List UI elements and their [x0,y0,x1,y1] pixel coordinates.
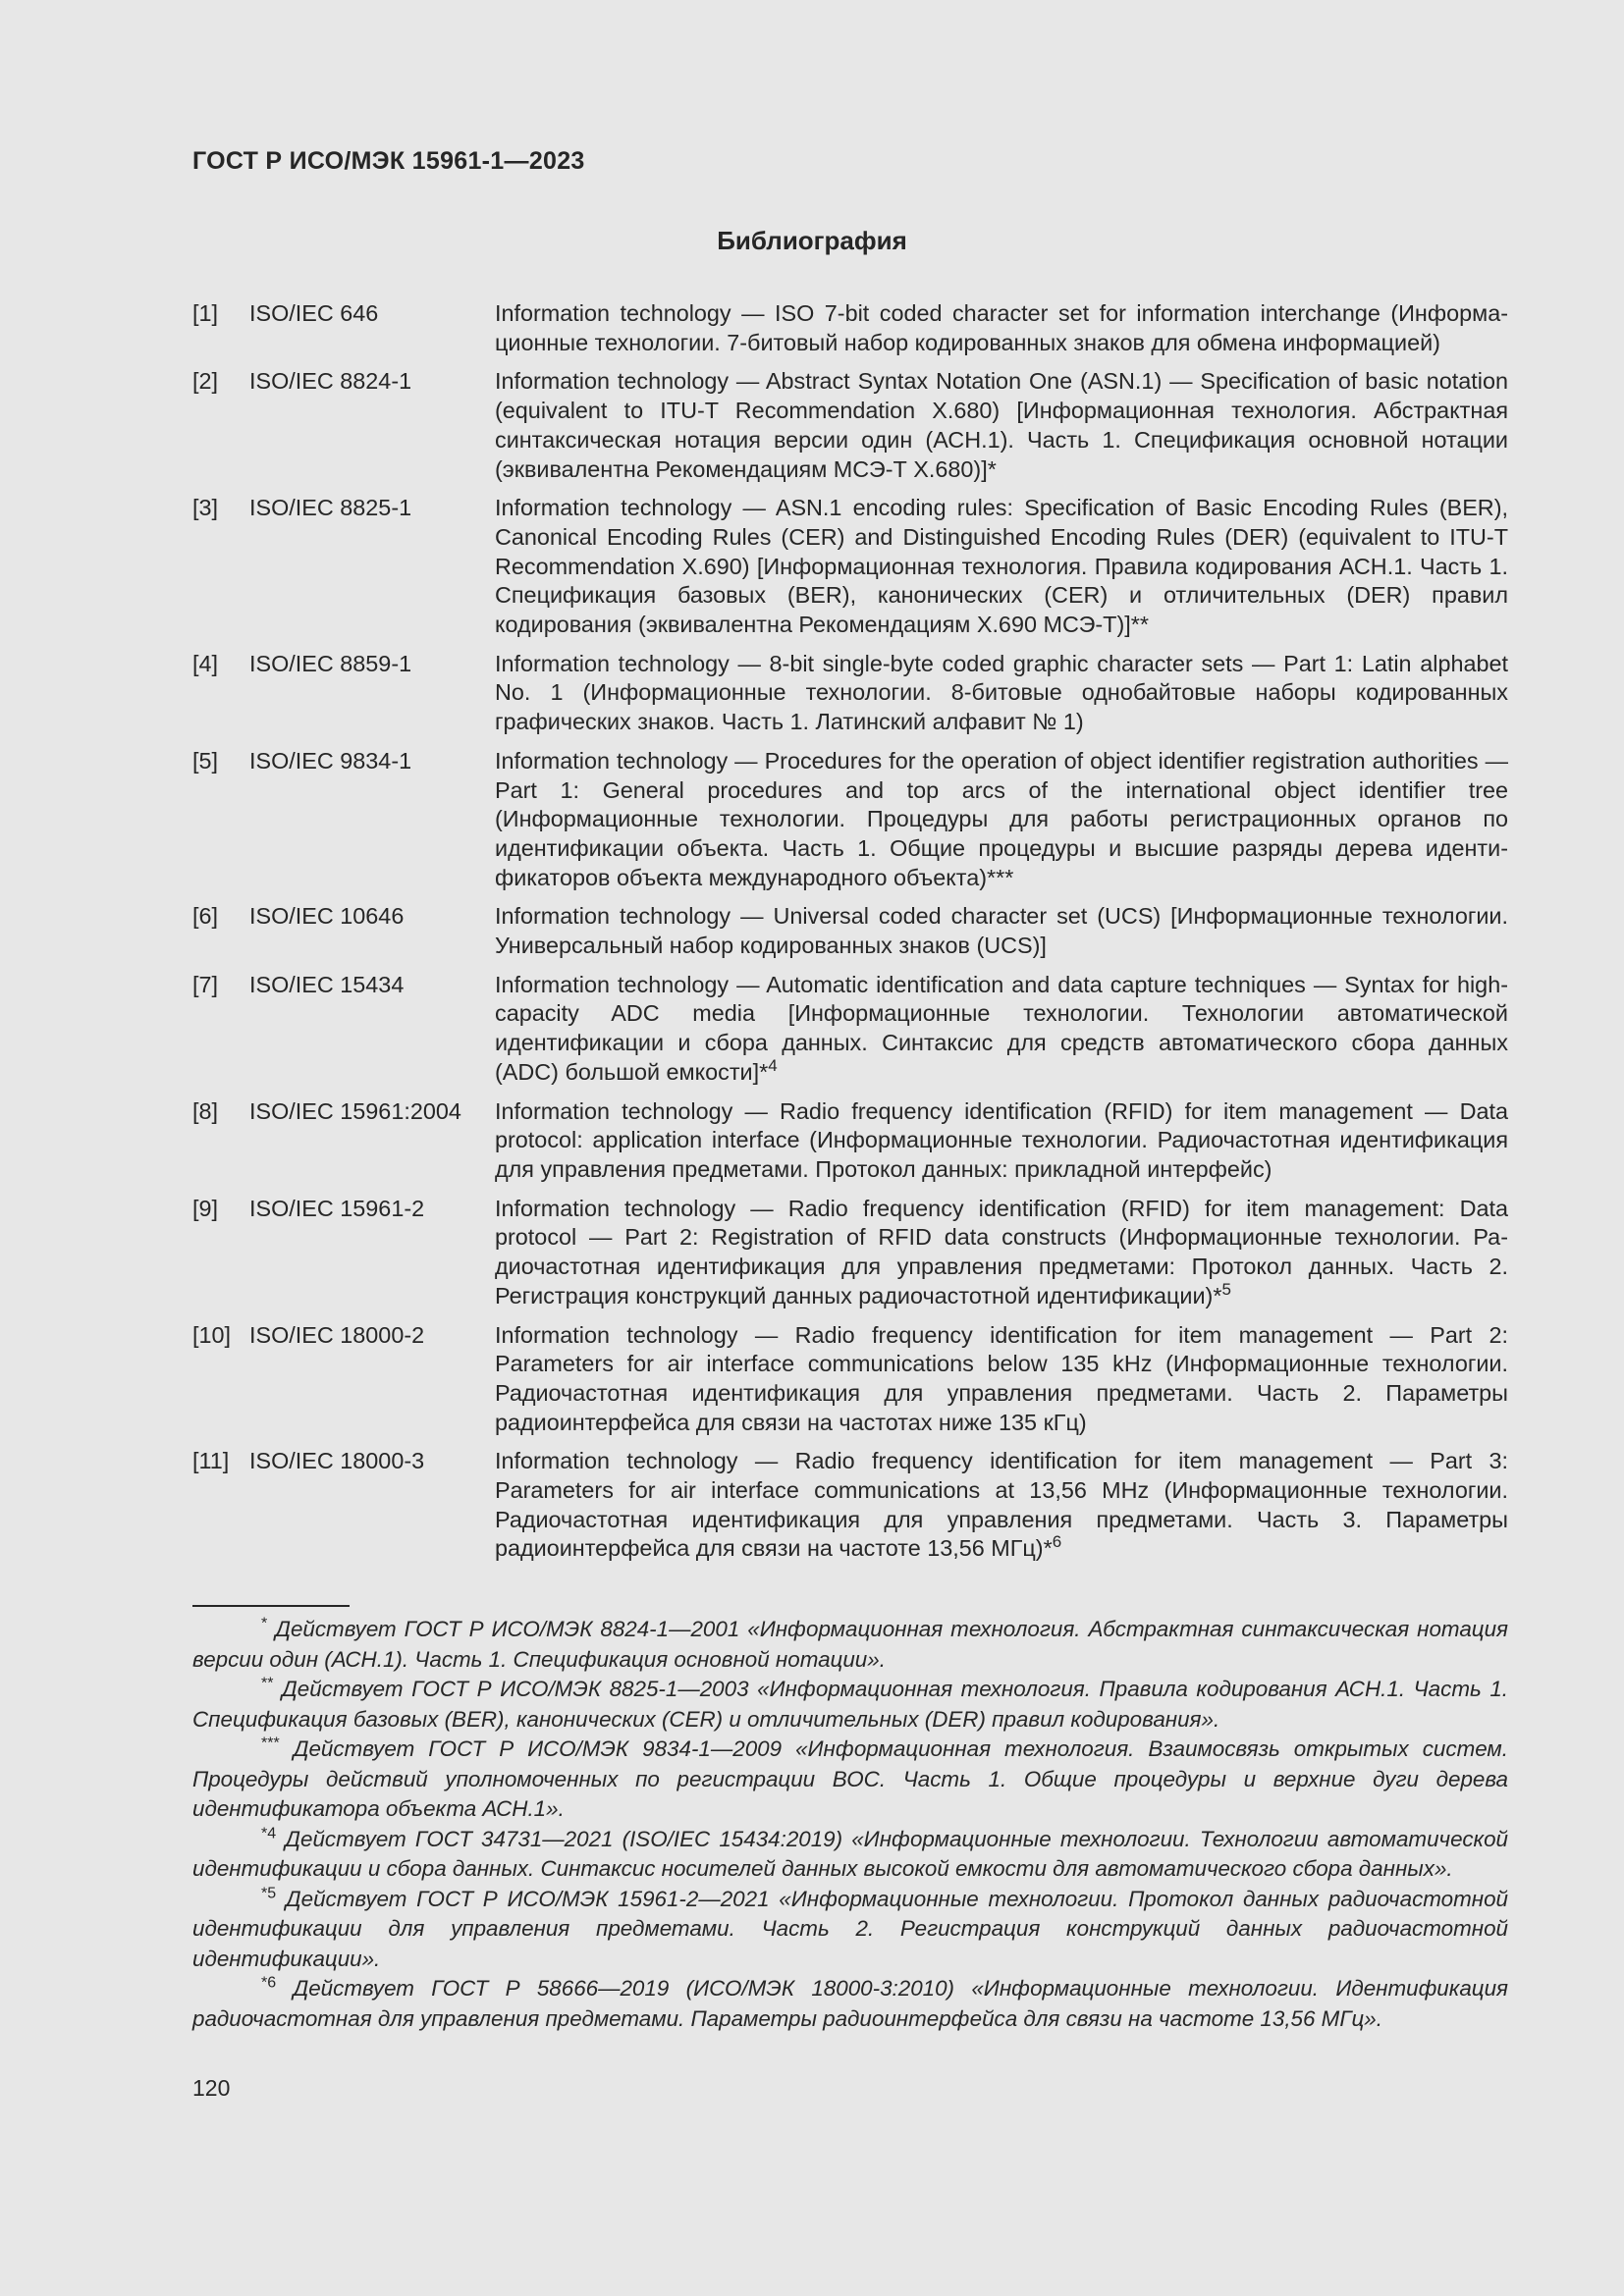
footnote-mark: *** [261,1735,280,1752]
footnote [192,1885,1508,1975]
entry-text-body: Information technology — 8-bit single-byte coded graphic character sets — Part 1: Latin alphabet No. 1 (Информационные технологии. 8-битовые однобайтовые наборы кодированных графических знаков. Часть 1. Латинский алфавит № 1) [495,650,1508,735]
entry-number: [9] [192,1195,219,1221]
section-title: Библиография [717,226,907,255]
footnote [192,1825,1508,1885]
standard-code: ISO/IEC 15961-2 [249,1195,425,1221]
standard-code: ISO/IEC 9834-1 [249,747,412,774]
standard-code: ISO/IEC 646 [249,300,379,326]
standard-code: ISO/IEC 8859-1 [249,650,412,676]
footnote-text: Действует ГОСТ Р ИСО/МЭК 9834-1—2009 «Информационная технология. Взаимосвязь открытых систем. Процедуры действий уполномоченных по регистрации ВОС. Часть 1. Общие процедуры и верхние дуги дерева идентификатора объекта АСН.1». [192,1736,1508,1821]
entry-text [495,494,1508,640]
bibliography-entry [192,1097,1508,1185]
bibliography-entry [192,747,1508,893]
entry-text-body: Information technology — ASN.1 encoding rules: Specification of Basic Encoding Rules (BER), Canonical Encoding Rules (CER) and Distinguished Encoding Rules (DER) (equivalent to ITU-T Recommendation X.690) [Информационная технология. Правила кодирования АСН.1. Часть 1. Спецификация базовых (BER), канонических (CER) и отличительных (DER) правил кодирования (эквивалентна Рекомендациям Х.690 МСЭ-Т)]** [495,495,1508,638]
standard-code: ISO/IEC 15434 [249,971,405,997]
entry-text [495,367,1508,484]
entry-number: [6] [192,903,219,930]
footnote-text: Действует ГОСТ Р ИСО/МЭК 15961-2—2021 «Информационные технологии. Протокол данных радиочастотной идентификации для управления предметами. Часть 2. Регистрация конструкций данных радиочастотной идентификации». [192,1886,1508,1971]
footnote-text: Действует ГОСТ Р 58666—2019 (ИСО/МЭК 18000-3:2010) «Информационные технологии. Идентификация радиочастотная для управления предметами. Параметры радиоинтерфейса для связи на частоте 13,56 МГц». [192,1976,1508,2031]
entry-text [495,299,1508,357]
entry-number: [10] [192,1321,232,1348]
entry-number: [2] [192,368,219,395]
footnote-reference: 6 [1052,1532,1062,1552]
page-number: 120 [192,2075,231,2101]
entry-text-body: Information technology — Radio frequency identification (RFID) for item management — Data protocol: application interface (Информационные технологии. Радиочастотная идентификация для управления предметами. Протокол данных: прикладной интерфейс) [495,1097,1508,1182]
bibliography-entry [192,971,1508,1088]
entry-number: [7] [192,971,219,997]
bibliography-entry [192,299,1508,357]
standard-code: ISO/IEC 10646 [249,903,405,930]
entry-text [495,1447,1508,1564]
bibliography-entry [192,902,1508,960]
footnote-text: Действует ГОСТ Р ИСО/МЭК 8824-1—2001 «Информационная технология. Абстрактная синтаксическая нотация версии один (АСН.1). Часть 1. Спецификация основной нотации». [192,1617,1508,1672]
entry-text [495,1195,1508,1311]
bibliography-entry [192,494,1508,640]
entry-number: [5] [192,747,219,774]
entry-text-body: Information technology — ISO 7-bit coded character set for information interchange (Информационные технологии. 7-битовый набор кодированных знаков для обмена информацией) [495,300,1508,355]
entry-text-body: Information technology — Automatic identification and data capture techniques — Syntax for high-capacity ADC media [Информационные технологии. Технологии автоматической идентификации и сбора данных. Синтаксис для средств автоматического сбора данных (ADC) большой емкости]* [495,971,1508,1085]
entry-text-body: Information technology — Universal coded character set (UCS) [Информационные технологии. Универсальный набор кодированных знаков (UCS)] [495,903,1508,959]
bibliography-entry [192,367,1508,484]
standard-code: ISO/IEC 18000-2 [249,1321,425,1348]
bibliography-entry [192,1321,1508,1438]
entry-text [495,902,1508,960]
document-header: ГОСТ Р ИСО/МЭК 15961-1—2023 [192,147,585,175]
entry-text-body: Information technology — Radio frequency identification for item management — Part 3: Parameters for air interface communications at 13,56 MHz (Информационные технологии. Радиочастотная идентификация для управления предметами. Часть 3. Параметры радиоинтерфейса для связи на частоте 13,56 МГц)* [495,1448,1508,1562]
footnote [192,1735,1508,1825]
footnote-text: Действует ГОСТ 34731—2021 (ISO/IEC 15434:2019) «Информационные технологии. Технологии автоматической идентификации и сбора данных. Синтаксис носителей данных высокой емкости для автоматического сбора данных». [192,1826,1508,1881]
footnote [192,1675,1508,1735]
entry-text-body: Information technology — Procedures for the operation of object identifier registration authorities — Part 1: General procedures and top arcs of the international object identifier tree (Информационные технологии. Процедуры для работы регистрационных органов по идентификации объекта. Часть 1. Общие процедуры и высшие разряды дерева идентификаторов объекта международного объекта)*** [495,747,1508,890]
footnote-mark: ** [261,1675,274,1692]
standard-code: ISO/IEC 18000-3 [249,1448,425,1474]
entry-text-body: Information technology — Radio frequency identification (RFID) for item management: Data protocol — Part 2: Registration of RFID data constructs (Информационные технологии. Радиочастотная идентификация для управления предметами: Протокол данных. Часть 2. Регистрация конструкций данных радиочастотной идентификации)* [495,1195,1508,1308]
standard-code: ISO/IEC 8824-1 [249,368,412,395]
entry-text [495,971,1508,1088]
footnote-mark: *4 [261,1825,277,1842]
footnote [192,1974,1508,2034]
entry-text [495,1097,1508,1185]
entry-text [495,1321,1508,1438]
footnote-mark: * [261,1615,268,1632]
footnote-mark: *5 [261,1885,277,1902]
standard-code: ISO/IEC 15961:2004 [249,1097,461,1124]
entry-text [495,650,1508,737]
entry-number: [8] [192,1097,219,1124]
entry-number: [1] [192,300,219,326]
bibliography-entry [192,650,1508,737]
footnote-text: Действует ГОСТ Р ИСО/МЭК 8825-1—2003 «Информационная технология. Правила кодирования АСН.1. Часть 1. Спецификация базовых (BER), канонических (CER) и отличительных (DER) правил кодирования». [192,1677,1508,1732]
footnote-reference: 5 [1221,1280,1231,1299]
entry-text-body: Information technology — Radio frequency identification for item management — Part 2: Parameters for air interface communications below 135 kHz (Информационные технологии. Радиочастотная идентификация для управления предметами. Часть 2. Параметры радиоинтерфейса для связи на частотах ниже 135 кГц) [495,1321,1508,1435]
footnotes [192,1605,1508,2034]
footnote-mark: *6 [261,1974,277,1992]
bibliography-entry [192,1195,1508,1311]
bibliography-entry [192,1447,1508,1564]
footnote-divider [192,1605,350,1607]
footnote [192,1615,1508,1675]
entry-text [495,747,1508,893]
bibliography-list [192,299,1508,1574]
footnote-reference: 4 [768,1056,778,1076]
entry-text-body: Information technology — Abstract Syntax Notation One (ASN.1) — Specification of basic notation (equivalent to ITU-T Recommendation X.680) [Информационная технология. Абстрактная синтаксическая нотация версии один (АСН.1). Часть 1. Спецификация основной нотации (эквивалентна Рекомендациям МСЭ-Т Х.680)]* [495,368,1508,482]
entry-number: [4] [192,650,219,676]
entry-number: [11] [192,1448,230,1474]
entry-number: [3] [192,495,219,521]
standard-code: ISO/IEC 8825-1 [249,495,412,521]
